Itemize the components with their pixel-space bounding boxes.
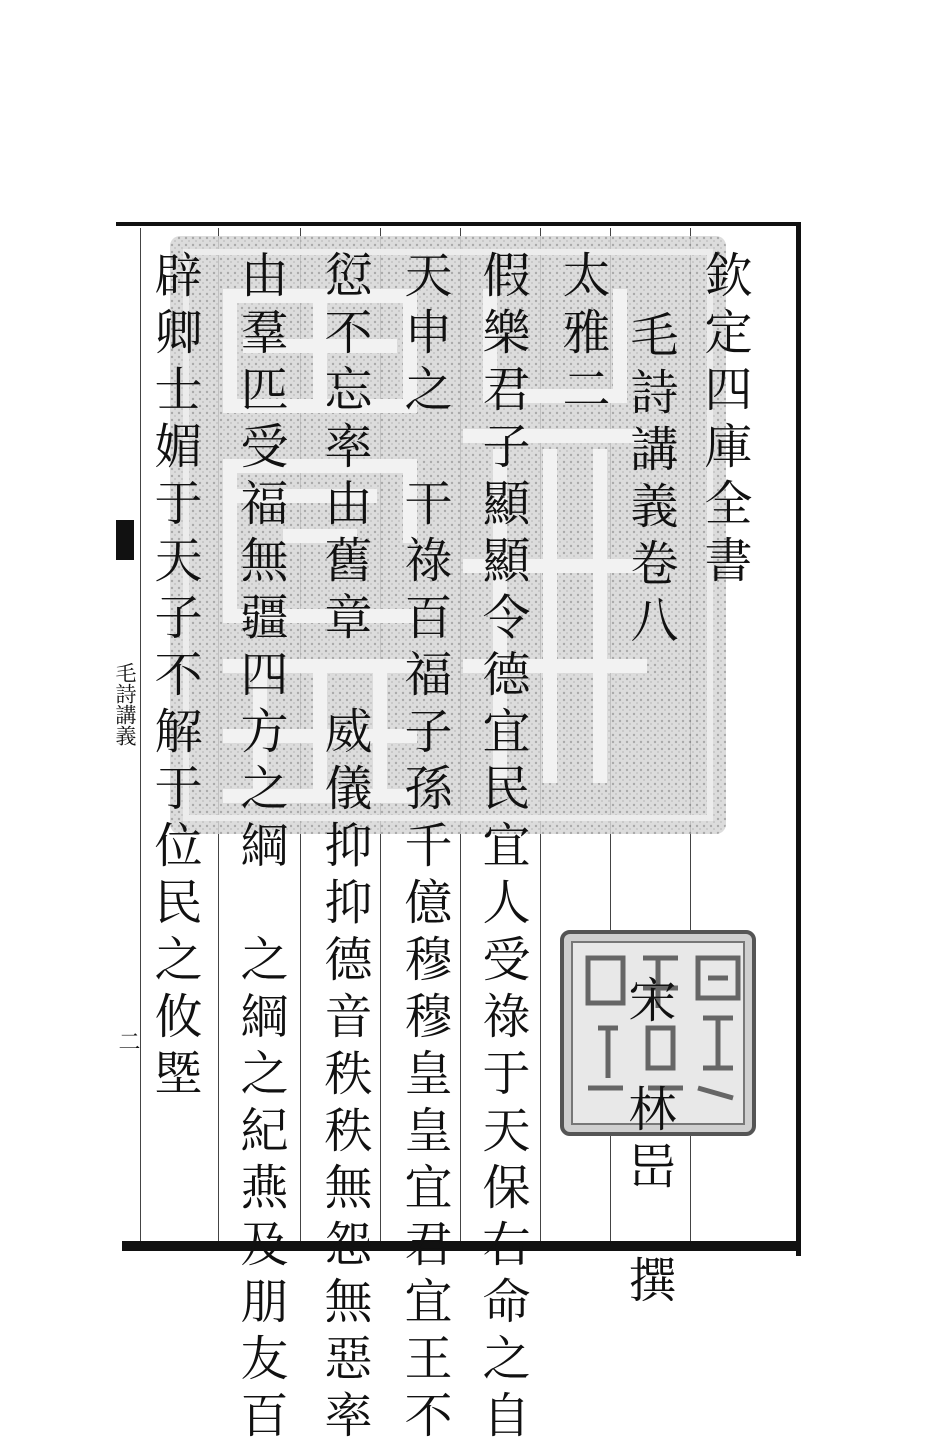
- text-column: 愆不忘率由舊章 威儀抑抑德音秩秩無怨無惡率: [316, 250, 372, 1447]
- author-line: [622, 975, 674, 1312]
- frame-bottom-border: [122, 1241, 798, 1251]
- author-name: 林岊 撰: [620, 1084, 676, 1312]
- text-column: 天申之 干祿百福子孫千億穆穆皇皇宜君宜王不: [396, 250, 452, 1447]
- text-column: 假樂君子顯顯令德宜民宜人受祿于天保右命之自: [474, 250, 530, 1447]
- text-column: 由羣匹受福無疆四方之綱 之綱之紀燕及朋友百: [232, 250, 288, 1447]
- margin-book-title: 毛詩講義: [113, 662, 137, 746]
- book-series-title: 欽定四庫全書: [696, 250, 752, 592]
- section-title: 太雅二: [554, 250, 610, 421]
- text-column: 辟卿士媚于天子不解于位民之攸塈: [146, 250, 202, 1105]
- column-rule: [140, 228, 141, 1241]
- spine-fishtail-mark: [116, 520, 134, 560]
- volume-title: 毛詩講義卷八: [622, 310, 678, 652]
- margin-page-number: 二: [115, 1030, 140, 1052]
- dynasty: 宋: [620, 975, 676, 1032]
